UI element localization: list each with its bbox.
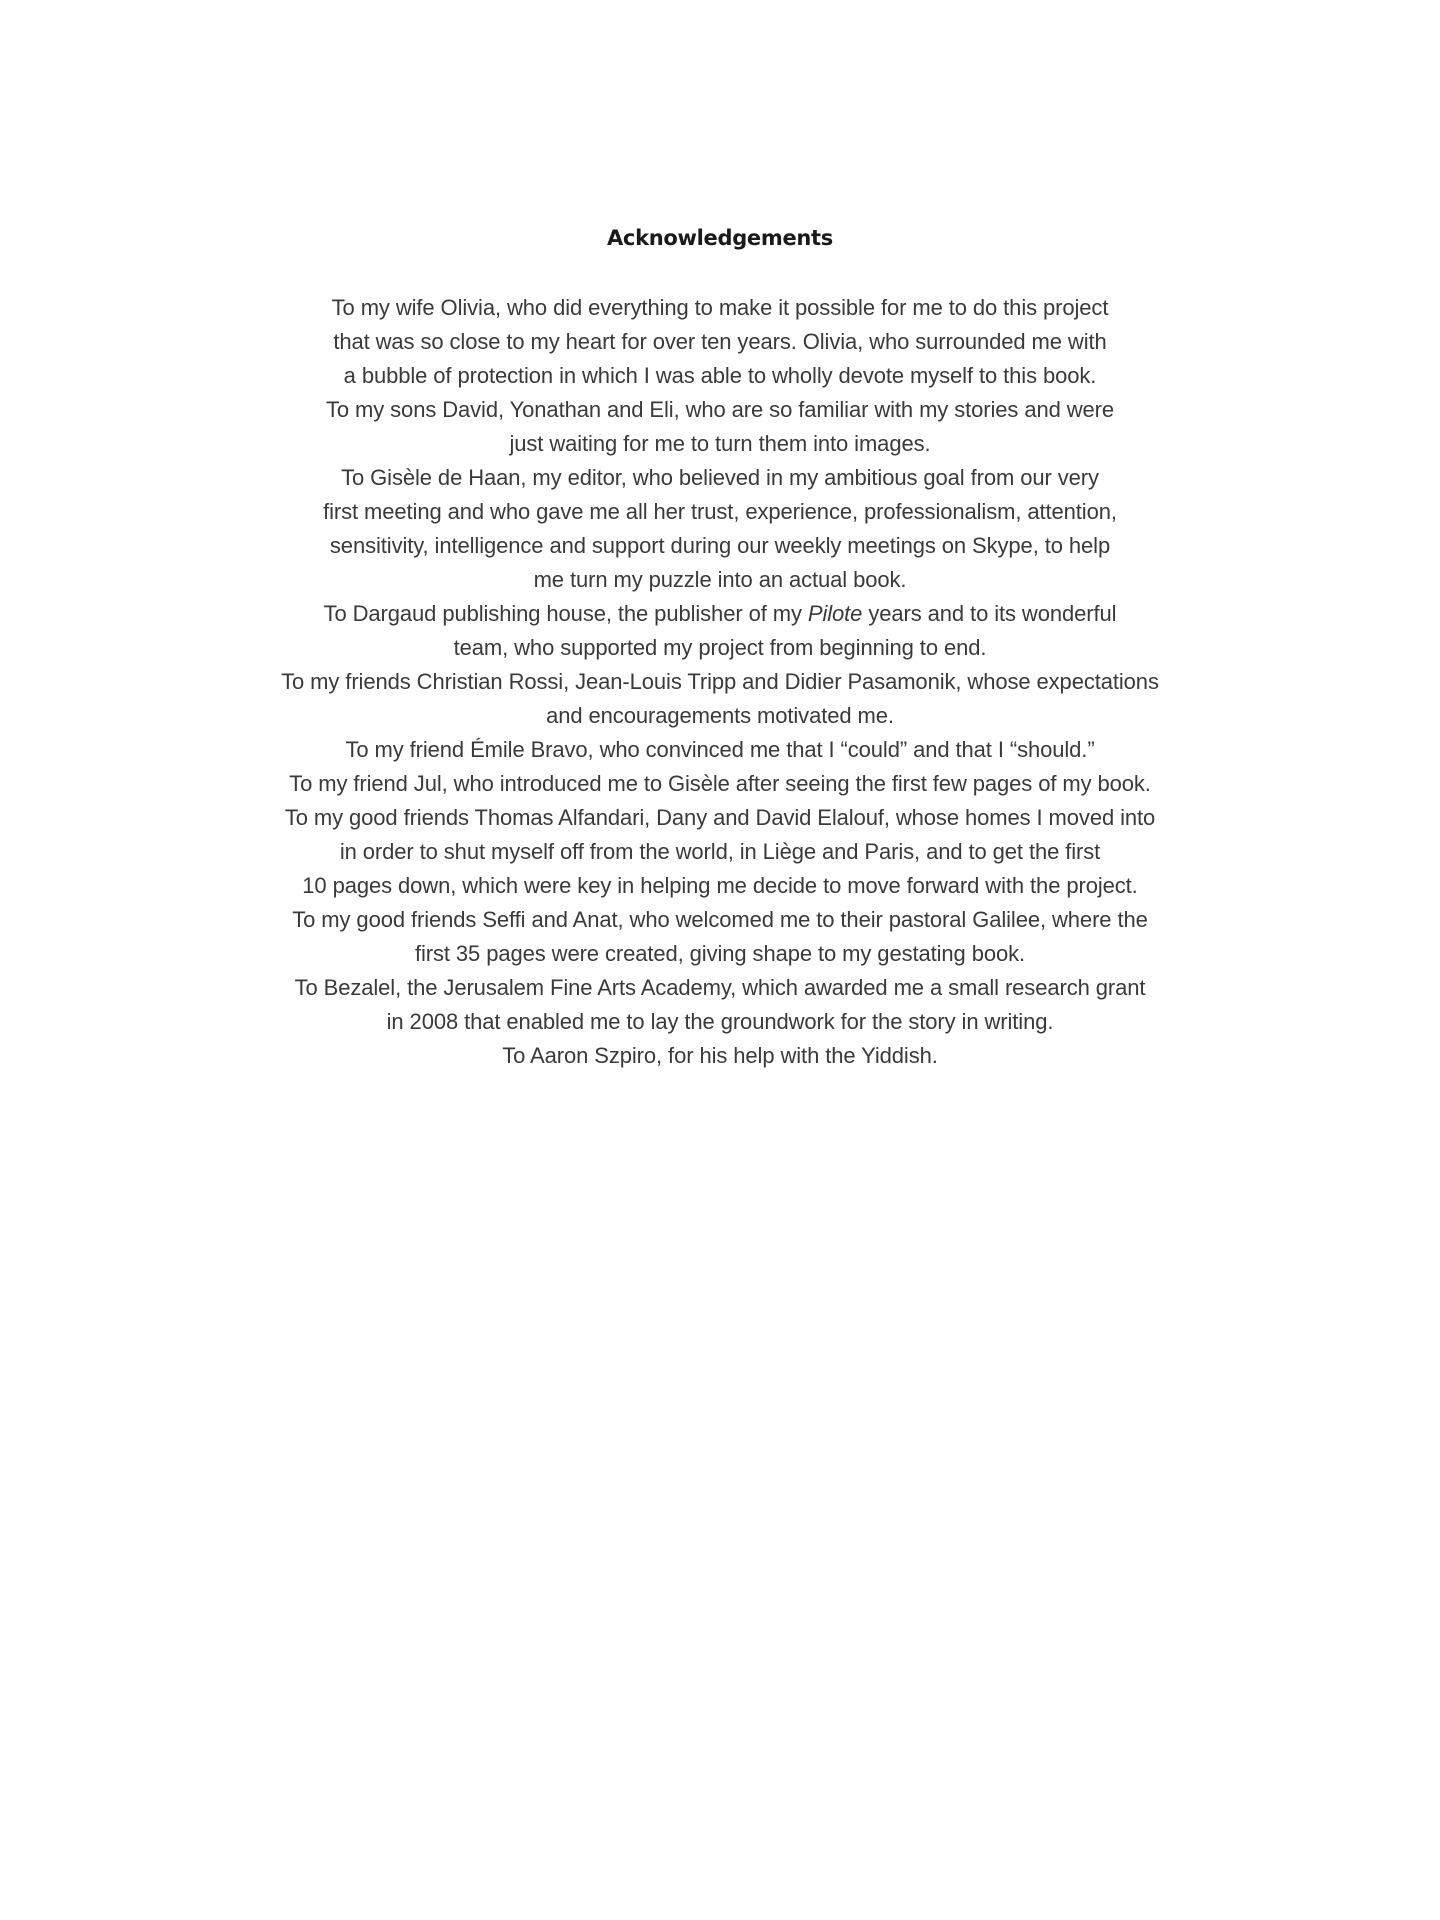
text-line: in order to shut myself off from the world, in Liège and Paris, and to get the first <box>339 839 1101 864</box>
text-line: To my good friends Thomas Alfandari, Dany and David Elalouf, whose homes I moved into <box>284 805 1156 830</box>
text-line: To my friend Émile Bravo, who convinced me that I “could” and that I “should.” <box>345 737 1095 762</box>
text-line: To Gisèle de Haan, my editor, who believed in my ambitious goal from our very <box>341 465 1099 490</box>
text-line: To my wife Olivia, who did everything to make it possible for me to do this project <box>331 295 1109 320</box>
text-line: 10 pages down, which were key in helping me decide to move forward with the project. <box>302 873 1138 898</box>
text-line: To my sons David, Yonathan and Eli, who are so familiar with my stories and were <box>325 397 1115 422</box>
text-line: To Bezalel, the Jerusalem Fine Arts Academy, which awarded me a small research grant <box>294 975 1146 1000</box>
text-line <box>0 597 1440 631</box>
text-segment: To Dargaud publishing house, the publisher of my <box>323 601 808 626</box>
text-line: and encouragements motivated me. <box>546 703 894 728</box>
text-line: first meeting and who gave me all her trust, experience, professionalism, attention, <box>323 499 1117 524</box>
text-line: To Aaron Szpiro, for his help with the Yiddish. <box>502 1043 938 1068</box>
text-line: team, who supported my project from beginning to end. <box>453 635 987 660</box>
italic-title: Pilote <box>807 601 863 626</box>
text-line: To my friend Jul, who introduced me to Gisèle after seeing the first few pages of my book. <box>289 771 1151 796</box>
text-line: sensitivity, intelligence and support during our weekly meetings on Skype, to help <box>329 533 1111 558</box>
text-line: just waiting for me to turn them into images. <box>509 431 931 456</box>
text-line: that was so close to my heart for over ten years. Olivia, who surrounded me with <box>333 329 1107 354</box>
text-line: first 35 pages were created, giving shape to my gestating book. <box>414 941 1026 966</box>
text-line: To my good friends Seffi and Anat, who welcomed me to their pastoral Galilee, where the <box>292 907 1148 932</box>
text-line: a bubble of protection in which I was able to wholly devote myself to this book. <box>343 363 1097 388</box>
text-line: me turn my puzzle into an actual book. <box>533 567 907 592</box>
text-line: in 2008 that enabled me to lay the groundwork for the story in writing. <box>386 1009 1054 1034</box>
text-line: To my friends Christian Rossi, Jean-Louis Tripp and Didier Pasamonik, whose expectations <box>281 669 1159 694</box>
acknowledgements-text <box>0 291 1440 1073</box>
page-title: Acknowledgements <box>606 226 833 250</box>
text-segment: years and to its wonderful <box>862 601 1117 626</box>
